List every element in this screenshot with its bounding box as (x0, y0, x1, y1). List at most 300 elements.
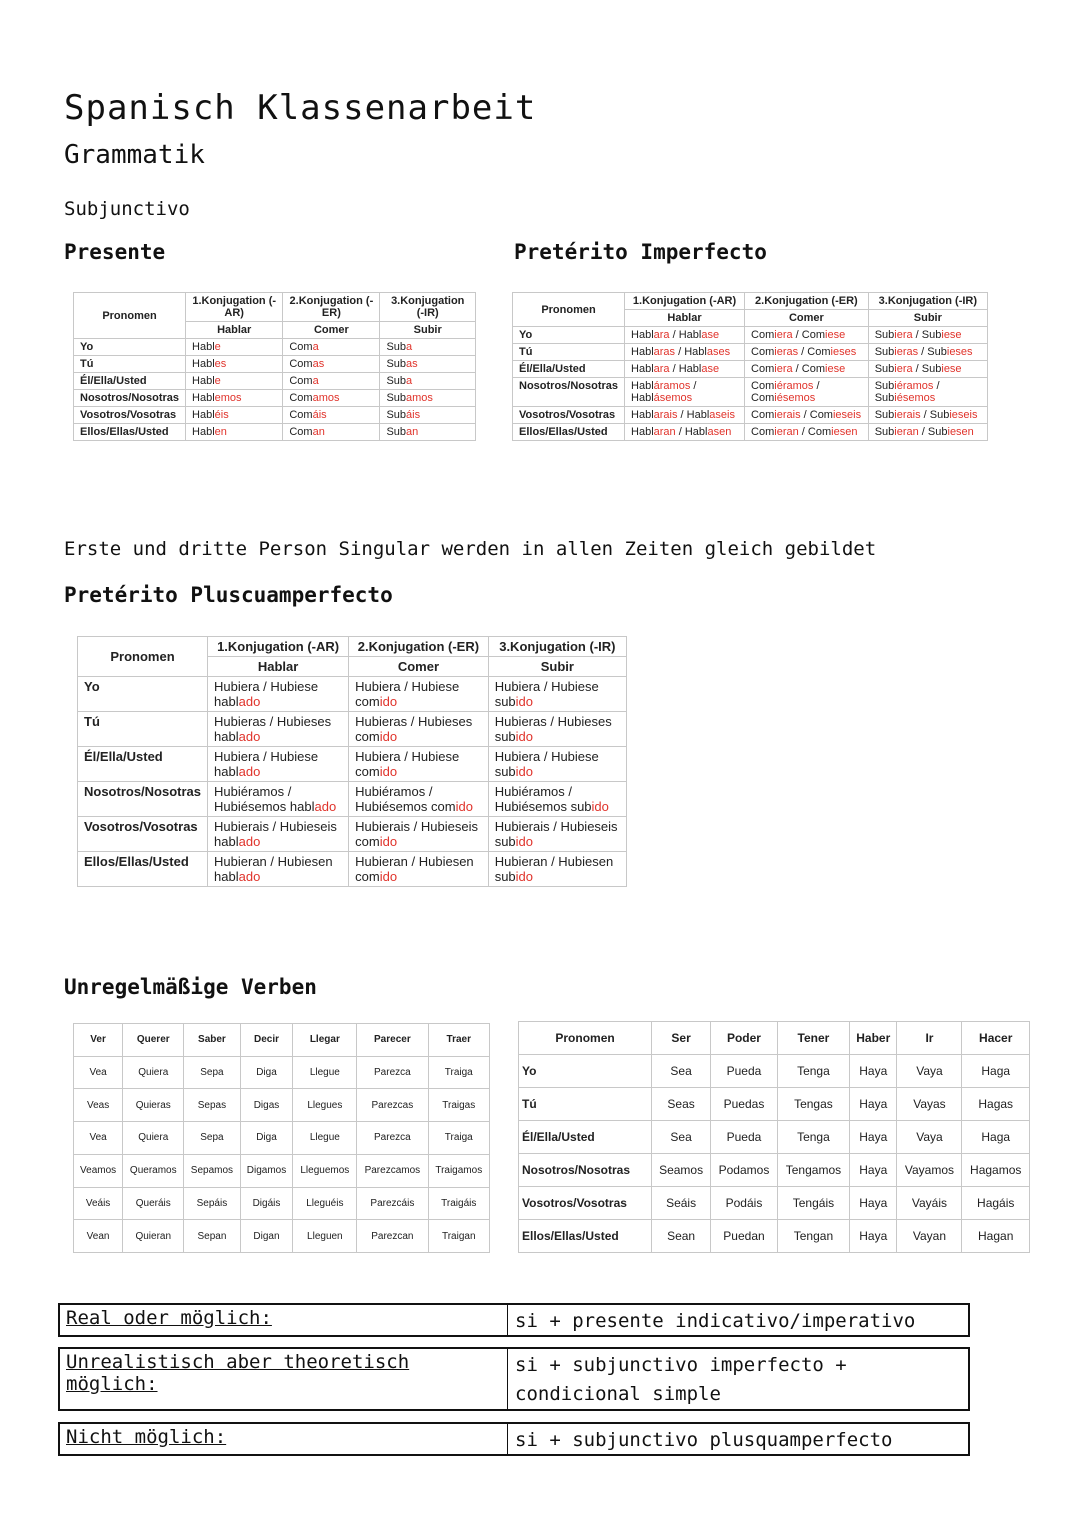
form-cell: Sepas (184, 1089, 240, 1122)
header-cell: Hacer (962, 1022, 1030, 1055)
ending: ieses (830, 346, 857, 358)
header-verb: Subir (868, 310, 987, 327)
ending: ido (515, 729, 534, 744)
ending: iésemos (774, 392, 816, 404)
ending: iesen (831, 426, 858, 438)
header-cell: Traer (428, 1024, 489, 1057)
form-cell: Hubiéramos / Hubiésemos hablado (208, 782, 349, 817)
ending: amos (312, 392, 340, 404)
ending: iera (774, 363, 793, 375)
form-cell: Tengas (777, 1088, 849, 1121)
form-cell: Quieran (123, 1220, 184, 1253)
form-cell: Hagan (962, 1220, 1030, 1253)
form-cell: Digan (240, 1220, 293, 1253)
form-cell: Quiera (123, 1122, 184, 1155)
form-cell: Hubiéramos / Hubiésemos comido (349, 782, 489, 817)
form-cell: Hables (186, 356, 283, 373)
table-row (74, 1089, 490, 1122)
form-cell: Puedas (711, 1088, 778, 1121)
table-row (78, 747, 627, 782)
header-conjugation: 2.Konjugation (-ER) (745, 293, 869, 310)
form-cell: Veas (74, 1089, 123, 1122)
header-conjugation: 1.Konjugation (-AR) (186, 293, 283, 322)
form-cell: Hubieran / Hubiesen subido (488, 852, 626, 887)
header-cell: Poder (711, 1022, 778, 1055)
form-cell: Lleguéis (293, 1187, 357, 1220)
table-row (513, 378, 988, 407)
form-cell: Comiera / Comiese (745, 361, 869, 378)
form-cell: Hablemos (186, 390, 283, 407)
ending: iera (894, 329, 913, 341)
form-cell: Parezca (357, 1122, 428, 1155)
header-pronoun: Pronomen (74, 293, 186, 339)
header-cell: Tener (777, 1022, 849, 1055)
table-row (74, 1220, 490, 1253)
pronoun-cell: Él/Ella/Usted (78, 747, 208, 782)
ending: ido (379, 729, 398, 744)
table-row (519, 1220, 1030, 1253)
form-cell: Llegues (293, 1089, 357, 1122)
form-cell: Subas (380, 356, 476, 373)
rule-unrealistic (58, 1347, 970, 1411)
header-cell: Ver (74, 1024, 123, 1057)
ending: ado (238, 764, 261, 779)
form-cell: Haga (962, 1121, 1030, 1154)
ending: áis (312, 409, 327, 421)
form-cell: Hubiera / Hubiese comido (349, 747, 489, 782)
form-cell: Haya (850, 1121, 897, 1154)
form-cell: Subieras / Subieses (868, 344, 987, 361)
pronoun-cell: Tú (513, 344, 625, 361)
form-cell: Subieran / Subiesen (868, 424, 987, 441)
form-cell: Hubierais / Hubieseis hablado (208, 817, 349, 852)
form-cell: Sean (652, 1220, 711, 1253)
ending: ara (653, 329, 670, 341)
form-cell: Quiera (123, 1056, 184, 1089)
header-cell: Llegar (293, 1024, 357, 1057)
pronoun-cell: Vosotros/Vosotras (519, 1187, 652, 1220)
ending: ieses (946, 346, 973, 358)
rule-impossible (58, 1422, 970, 1456)
form-cell: Subiéramos / Subiésemos (868, 378, 987, 407)
rule-real (58, 1303, 970, 1337)
form-cell: Suba (380, 339, 476, 356)
table-row (513, 407, 988, 424)
form-cell: Hablaran / Hablasen (625, 424, 745, 441)
form-cell: Tengamos (777, 1154, 849, 1187)
header-conjugation: 3.Konjugation (-IR) (488, 637, 626, 657)
form-cell: Sepan (184, 1220, 240, 1253)
imperfecto-table (512, 292, 988, 441)
form-cell: Parezca (357, 1056, 428, 1089)
form-cell: Coman (283, 424, 380, 441)
table-row (74, 390, 476, 407)
table-row (78, 677, 627, 712)
ending: arais (653, 409, 678, 421)
table-row (74, 356, 476, 373)
header-cell: Parecer (357, 1024, 428, 1057)
form-cell: Seáis (652, 1187, 711, 1220)
pronoun-cell: Yo (519, 1055, 652, 1088)
pronoun-cell: Nosotros/Nosotras (78, 782, 208, 817)
form-cell: Haya (850, 1055, 897, 1088)
pronoun-cell: Nosotros/Nosotras (513, 378, 625, 407)
table-row (513, 424, 988, 441)
header-conjugation: 2.Konjugation (-ER) (349, 637, 489, 657)
table-row (78, 712, 627, 747)
form-cell: Traigan (428, 1220, 489, 1253)
form-cell: Sea (652, 1055, 711, 1088)
pronoun-cell: Ellos/Ellas/Usted (78, 852, 208, 887)
header-cell: Ser (652, 1022, 711, 1055)
form-cell: Hubiera / Hubiese subido (488, 677, 626, 712)
form-cell: Digáis (240, 1187, 293, 1220)
table-row (513, 344, 988, 361)
page-title: Spanisch Klassenarbeit (64, 88, 537, 128)
form-cell: Pueda (711, 1055, 778, 1088)
ending: ieran (774, 426, 799, 438)
pronoun-cell: Él/Ella/Usted (513, 361, 625, 378)
header-conjugation: 1.Konjugation (-AR) (208, 637, 349, 657)
ending: éis (214, 409, 229, 421)
header-pronoun: Pronomen (513, 293, 625, 327)
pronoun-cell: Yo (78, 677, 208, 712)
form-cell: Digas (240, 1089, 293, 1122)
header-conjugation: 1.Konjugation (-AR) (625, 293, 745, 310)
pronoun-cell: Tú (74, 356, 186, 373)
header-conjugation: 3.Konjugation (-IR) (380, 293, 476, 322)
pronoun-cell: Vosotros/Vosotras (78, 817, 208, 852)
table-row (74, 1122, 490, 1155)
page-subtitle: Grammatik (64, 140, 205, 170)
form-cell: Haya (850, 1154, 897, 1187)
form-cell: Hagáis (962, 1187, 1030, 1220)
form-cell: Tengáis (777, 1187, 849, 1220)
form-cell: Hubieras / Hubieses hablado (208, 712, 349, 747)
table-row (78, 852, 627, 887)
form-cell: Vaya (897, 1055, 962, 1088)
ending: iésemos (894, 392, 936, 404)
header-conjugation: 2.Konjugation (-ER) (283, 293, 380, 322)
ending: ido (515, 834, 534, 849)
ending: ase (701, 363, 720, 375)
table-row (74, 339, 476, 356)
form-cell: Hubiera / Hubiese comido (349, 677, 489, 712)
form-cell: Quieras (123, 1089, 184, 1122)
form-cell: Traigáis (428, 1187, 489, 1220)
ending: e (214, 375, 221, 387)
form-cell: Hablarais / Hablaseis (625, 407, 745, 424)
form-cell: Traiga (428, 1122, 489, 1155)
ending: ierais (894, 409, 921, 421)
ending: ido (515, 764, 534, 779)
form-cell: Vean (74, 1220, 123, 1253)
ending: iéramos (894, 380, 934, 392)
form-cell: Sepa (184, 1056, 240, 1089)
table-row (519, 1055, 1030, 1088)
header-cell: Pronomen (519, 1022, 652, 1055)
pronoun-cell: Ellos/Ellas/Usted (74, 424, 186, 441)
form-cell: Sea (652, 1121, 711, 1154)
header-verb: Subir (380, 322, 476, 339)
ending: ido (455, 799, 473, 814)
table-row (519, 1187, 1030, 1220)
form-cell: Vea (74, 1056, 123, 1089)
ending: as (312, 358, 325, 370)
ending: ieras (774, 346, 799, 358)
form-cell: Hubierais / Hubieseis subido (488, 817, 626, 852)
form-cell: Llegue (293, 1122, 357, 1155)
header-cell: Decir (240, 1024, 293, 1057)
pronoun-cell: Vosotros/Vosotras (513, 407, 625, 424)
form-cell: Hablen (186, 424, 283, 441)
header-cell: Saber (184, 1024, 240, 1057)
form-cell: Tenga (777, 1121, 849, 1154)
form-cell: Hablara / Hablase (625, 327, 745, 344)
ending: ido (591, 799, 609, 814)
form-cell: Subáis (380, 407, 476, 424)
ending: ido (515, 694, 534, 709)
ending: en (214, 426, 227, 438)
header-cell: Haber (850, 1022, 897, 1055)
ending: ado (314, 799, 337, 814)
form-cell: Pueda (711, 1121, 778, 1154)
form-cell: Hubieras / Hubieses subido (488, 712, 626, 747)
ending: áis (406, 409, 421, 421)
form-cell: Seas (652, 1088, 711, 1121)
header-verb: Comer (349, 657, 489, 677)
table-row (519, 1154, 1030, 1187)
form-cell: Hubiera / Hubiese hablado (208, 747, 349, 782)
ending: iera (774, 329, 793, 341)
form-cell: Tenga (777, 1055, 849, 1088)
ending: a (406, 375, 413, 387)
pronoun-cell: Yo (513, 327, 625, 344)
form-cell: Podamos (711, 1154, 778, 1187)
ending: e (214, 341, 221, 353)
form-cell: Haya (850, 1088, 897, 1121)
form-cell: Hubiéramos / Hubiésemos subido (488, 782, 626, 817)
ending: iéramos (774, 380, 814, 392)
form-cell: Subiera / Subiese (868, 361, 987, 378)
header-conjugation: 3.Konjugation (-IR) (868, 293, 987, 310)
form-cell: Comáis (283, 407, 380, 424)
form-cell: Vayan (897, 1220, 962, 1253)
form-cell: Vayáis (897, 1187, 962, 1220)
form-cell: Traiga (428, 1056, 489, 1089)
form-cell: Hagamos (962, 1154, 1030, 1187)
pronoun-cell: Nosotros/Nosotras (519, 1154, 652, 1187)
ending: iese (941, 363, 962, 375)
pronoun-cell: Él/Ella/Usted (74, 373, 186, 390)
ending: ido (379, 764, 398, 779)
ending: ieran (894, 426, 919, 438)
form-cell: Queráis (123, 1187, 184, 1220)
ending: ido (379, 869, 398, 884)
table-row (74, 1187, 490, 1220)
pronoun-cell: Él/Ella/Usted (519, 1121, 652, 1154)
ending: ase (701, 329, 720, 341)
ending: ases (706, 346, 731, 358)
form-cell: Comiera / Comiese (745, 327, 869, 344)
form-cell: Llegue (293, 1056, 357, 1089)
form-cell: Sepamos (184, 1154, 240, 1187)
form-cell: Hable (186, 373, 283, 390)
form-cell: Vea (74, 1122, 123, 1155)
form-cell: Coma (283, 373, 380, 390)
form-cell: Sepáis (184, 1187, 240, 1220)
form-cell: Subiera / Subiese (868, 327, 987, 344)
pronoun-cell: Yo (74, 339, 186, 356)
ending: amos (406, 392, 433, 404)
rule-unrealistic-label: Unrealistisch aber theoretisch möglich: (66, 1351, 410, 1395)
ending: ado (238, 729, 261, 744)
table-row (74, 373, 476, 390)
ending: es (214, 358, 227, 370)
form-cell: Comierais / Comieseis (745, 407, 869, 424)
form-cell: Comieras / Comieses (745, 344, 869, 361)
ending: ido (379, 834, 398, 849)
pronoun-cell: Tú (78, 712, 208, 747)
form-cell: Suban (380, 424, 476, 441)
form-cell: Hubieran / Hubiesen comido (349, 852, 489, 887)
pronoun-cell: Ellos/Ellas/Usted (519, 1220, 652, 1253)
pluscuamperfecto-table (77, 636, 627, 887)
pluscuamperfecto-heading: Pretérito Pluscuamperfecto (64, 583, 393, 607)
imperfecto-heading: Pretérito Imperfecto (514, 240, 767, 264)
ending: áramos (653, 380, 691, 392)
table-row (74, 424, 476, 441)
ending: ara (653, 363, 670, 375)
irregular-verbs-table-1 (73, 1023, 490, 1253)
form-cell: Veamos (74, 1154, 123, 1187)
form-cell: Parezcas (357, 1089, 428, 1122)
ending: ido (379, 694, 398, 709)
form-cell: Habléis (186, 407, 283, 424)
form-cell: Diga (240, 1122, 293, 1155)
form-cell: Traigas (428, 1089, 489, 1122)
form-cell: Sepa (184, 1122, 240, 1155)
header-verb: Hablar (186, 322, 283, 339)
header-verb: Comer (283, 322, 380, 339)
form-cell: Hubiera / Hubiese hablado (208, 677, 349, 712)
form-cell: Digamos (240, 1154, 293, 1187)
form-cell: Hablara / Hablase (625, 361, 745, 378)
ending: a (406, 341, 413, 353)
form-cell: Queramos (123, 1154, 184, 1187)
header-verb: Hablar (208, 657, 349, 677)
ending: iese (825, 363, 846, 375)
ending: iera (894, 363, 913, 375)
header-cell: Querer (123, 1024, 184, 1057)
ending: ido (515, 869, 534, 884)
form-cell: Vayamos (897, 1154, 962, 1187)
form-cell: Hubierais / Hubieseis comido (349, 817, 489, 852)
form-cell: Habláramos / Hablásemos (625, 378, 745, 407)
ending: aran (653, 426, 676, 438)
form-cell: Hubieran / Hubiesen hablado (208, 852, 349, 887)
form-cell: Haya (850, 1187, 897, 1220)
form-cell: Parezcáis (357, 1187, 428, 1220)
table-row (513, 361, 988, 378)
rule-unrealistic-formula: si + subjunctivo imperfecto + condicional simple (515, 1354, 847, 1405)
form-cell: Comiéramos / Comiésemos (745, 378, 869, 407)
form-cell: Diga (240, 1056, 293, 1089)
ending: an (312, 426, 325, 438)
presente-table (73, 292, 476, 441)
form-cell: Puedan (711, 1220, 778, 1253)
pronoun-cell: Ellos/Ellas/Usted (513, 424, 625, 441)
ending: a (312, 375, 319, 387)
form-cell: Parezcamos (357, 1154, 428, 1187)
form-cell: Comas (283, 356, 380, 373)
form-cell: Hablaras / Hablases (625, 344, 745, 361)
form-cell: Traigamos (428, 1154, 489, 1187)
form-cell: Suba (380, 373, 476, 390)
form-cell: Veáis (74, 1187, 123, 1220)
ending: ierais (774, 409, 801, 421)
form-cell: Seamos (652, 1154, 711, 1187)
form-cell: Subierais / Subieseis (868, 407, 987, 424)
table-row (519, 1088, 1030, 1121)
ending: iese (941, 329, 962, 341)
header-verb: Hablar (625, 310, 745, 327)
irregular-verbs-table-2 (518, 1021, 1030, 1253)
form-cell: Comamos (283, 390, 380, 407)
table-row (74, 1154, 490, 1187)
form-cell: Hubieras / Hubieses comido (349, 712, 489, 747)
ending: ieseis (832, 409, 862, 421)
ending: as (406, 358, 418, 370)
table-row (513, 327, 988, 344)
section-label: Subjunctivo (64, 198, 190, 220)
pronoun-cell: Nosotros/Nosotras (74, 390, 186, 407)
table-row (74, 1056, 490, 1089)
table-row (78, 817, 627, 852)
form-cell: Vaya (897, 1121, 962, 1154)
form-cell: Lleguen (293, 1220, 357, 1253)
form-cell: Comieran / Comiesen (745, 424, 869, 441)
header-verb: Subir (488, 657, 626, 677)
ending: ieseis (949, 409, 978, 421)
ending: aras (653, 346, 676, 358)
form-cell: Subamos (380, 390, 476, 407)
ending: an (406, 426, 419, 438)
header-cell: Ir (897, 1022, 962, 1055)
presente-heading: Presente (64, 240, 166, 264)
rule-real-label: Real oder möglich: (66, 1307, 272, 1329)
pronoun-cell: Vosotros/Vosotras (74, 407, 186, 424)
irregular-heading: Unregelmäßige Verben (64, 975, 317, 999)
form-cell: Hable (186, 339, 283, 356)
rule-impossible-label: Nicht möglich: (66, 1426, 227, 1448)
form-cell: Lleguemos (293, 1154, 357, 1187)
form-cell: Parezcan (357, 1220, 428, 1253)
ending: iesen (947, 426, 974, 438)
form-cell: Haga (962, 1055, 1030, 1088)
header-pronoun: Pronomen (78, 637, 208, 677)
ending: ado (238, 834, 261, 849)
ending: iese (825, 329, 846, 341)
form-cell: Hubiera / Hubiese subido (488, 747, 626, 782)
form-cell: Tengan (777, 1220, 849, 1253)
ending: ado (238, 869, 261, 884)
form-cell: Coma (283, 339, 380, 356)
ending: ado (238, 694, 261, 709)
table-row (519, 1121, 1030, 1154)
form-cell: Haya (850, 1220, 897, 1253)
ending: ieras (894, 346, 919, 358)
